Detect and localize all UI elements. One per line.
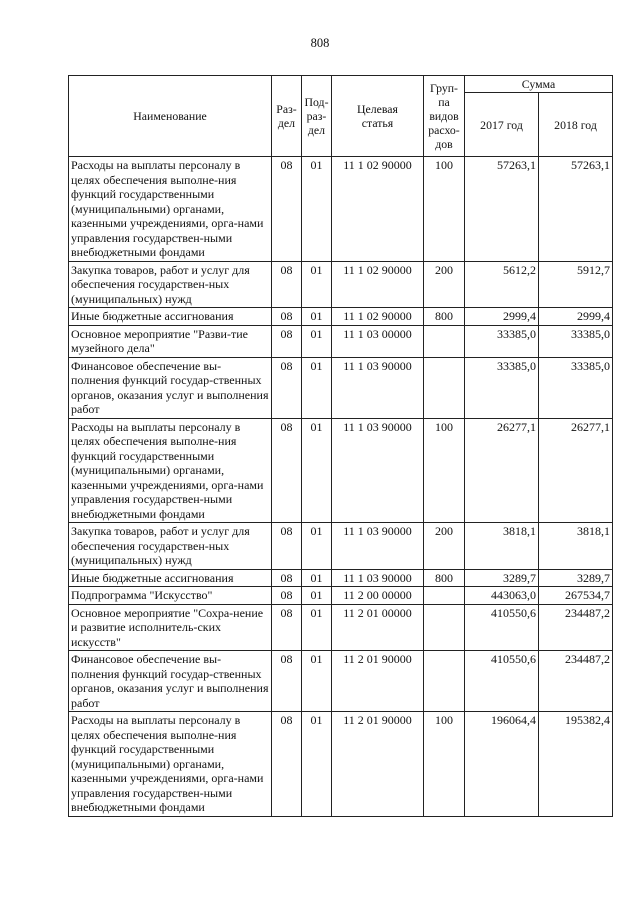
cell-name: Финансовое обеспечение вы-полнения функций государ-ственных органов, оказания услуг и выполнения работ <box>69 651 272 712</box>
table-body <box>69 157 613 817</box>
cell-group: 100 <box>424 157 465 262</box>
cell-subsection: 01 <box>302 587 332 605</box>
cell-section: 08 <box>272 261 302 308</box>
cell-subsection: 01 <box>302 523 332 570</box>
cell-group <box>424 604 465 651</box>
cell-target: 11 1 02 90000 <box>332 261 424 308</box>
cell-target: 11 2 00 00000 <box>332 587 424 605</box>
cell-subsection: 01 <box>302 418 332 523</box>
table-row <box>69 604 613 651</box>
cell-group <box>424 587 465 605</box>
cell-name: Расходы на выплаты персоналу в целях обеспечения выполне-ния функций государственными (муниципальными) органами, казенными учреждениями, орга-нами управления государствен-ными внебюджетными фондами <box>69 712 272 817</box>
cell-target: 11 1 02 90000 <box>332 308 424 326</box>
page-number: 808 <box>310 36 330 50</box>
cell-section: 08 <box>272 418 302 523</box>
cell-section: 08 <box>272 651 302 712</box>
table-row <box>69 157 613 262</box>
cell-target: 11 2 01 90000 <box>332 712 424 817</box>
cell-name: Основное мероприятие "Разви-тие музейного дела" <box>69 325 272 357</box>
cell-target: 11 1 03 90000 <box>332 357 424 418</box>
cell-sum-2018: 5912,7 <box>539 261 613 308</box>
cell-subsection: 01 <box>302 712 332 817</box>
cell-subsection: 01 <box>302 325 332 357</box>
cell-sum-2017: 3818,1 <box>465 523 539 570</box>
cell-group: 800 <box>424 569 465 587</box>
cell-sum-2018: 26277,1 <box>539 418 613 523</box>
cell-section: 08 <box>272 604 302 651</box>
cell-section: 08 <box>272 523 302 570</box>
cell-sum-2018: 195382,4 <box>539 712 613 817</box>
cell-sum-2017: 443063,0 <box>465 587 539 605</box>
cell-name: Иные бюджетные ассигнования <box>69 308 272 326</box>
cell-sum-2017: 57263,1 <box>465 157 539 262</box>
cell-name: Финансовое обеспечение вы-полнения функций государ-ственных органов, оказания услуг и выполнения работ <box>69 357 272 418</box>
cell-sum-2017: 2999,4 <box>465 308 539 326</box>
cell-sum-2017: 5612,2 <box>465 261 539 308</box>
header-sum: Сумма <box>465 76 613 93</box>
header-section: Раз- дел <box>272 76 302 157</box>
cell-sum-2018: 57263,1 <box>539 157 613 262</box>
cell-sum-2018: 2999,4 <box>539 308 613 326</box>
cell-section: 08 <box>272 569 302 587</box>
cell-target: 11 1 03 90000 <box>332 569 424 587</box>
cell-subsection: 01 <box>302 651 332 712</box>
cell-group <box>424 357 465 418</box>
cell-sum-2018: 3818,1 <box>539 523 613 570</box>
cell-group <box>424 325 465 357</box>
table-row <box>69 357 613 418</box>
cell-group: 100 <box>424 418 465 523</box>
cell-sum-2018: 234487,2 <box>539 604 613 651</box>
header-subsection: Под- раз- дел <box>302 76 332 157</box>
table-row <box>69 308 613 326</box>
cell-name: Закупка товаров, работ и услуг для обеспечения государствен-ных (муниципальных) нужд <box>69 523 272 570</box>
cell-name: Расходы на выплаты персоналу в целях обеспечения выполне-ния функций государственными (муниципальными) органами, казенными учреждениями, орга-нами управления государствен-ными внебюджетными фондами <box>69 418 272 523</box>
cell-name: Основное мероприятие "Сохра-нение и развитие исполнитель-ских искусств" <box>69 604 272 651</box>
table-row <box>69 569 613 587</box>
cell-group: 100 <box>424 712 465 817</box>
cell-section: 08 <box>272 357 302 418</box>
table-row <box>69 261 613 308</box>
cell-name: Иные бюджетные ассигнования <box>69 569 272 587</box>
cell-target: 11 1 02 90000 <box>332 157 424 262</box>
cell-group: 200 <box>424 523 465 570</box>
header-name: Наименование <box>69 76 272 157</box>
cell-name: Закупка товаров, работ и услуг для обеспечения государствен-ных (муниципальных) нужд <box>69 261 272 308</box>
cell-sum-2018: 267534,7 <box>539 587 613 605</box>
cell-sum-2018: 234487,2 <box>539 651 613 712</box>
header-year-2018: 2018 год <box>539 93 613 157</box>
cell-subsection: 01 <box>302 569 332 587</box>
cell-sum-2018: 3289,7 <box>539 569 613 587</box>
table-row <box>69 651 613 712</box>
cell-section: 08 <box>272 157 302 262</box>
header-target: Целевая статья <box>332 76 424 157</box>
cell-subsection: 01 <box>302 261 332 308</box>
table-header <box>69 76 613 157</box>
cell-section: 08 <box>272 712 302 817</box>
cell-section: 08 <box>272 587 302 605</box>
table-row <box>69 712 613 817</box>
cell-target: 11 1 03 00000 <box>332 325 424 357</box>
table-row <box>69 325 613 357</box>
cell-subsection: 01 <box>302 357 332 418</box>
cell-sum-2017: 26277,1 <box>465 418 539 523</box>
header-group: Груп- па видов расхо- дов <box>424 76 465 157</box>
cell-sum-2017: 33385,0 <box>465 357 539 418</box>
cell-section: 08 <box>272 308 302 326</box>
cell-section: 08 <box>272 325 302 357</box>
cell-name: Расходы на выплаты персоналу в целях обеспечения выполне-ния функций государственными (муниципальными) органами, казенными учреждениями, орга-нами управления государствен-ными внебюджетными фондами <box>69 157 272 262</box>
header-year-2017: 2017 год <box>465 93 539 157</box>
cell-sum-2017: 33385,0 <box>465 325 539 357</box>
cell-target: 11 2 01 00000 <box>332 604 424 651</box>
cell-group: 200 <box>424 261 465 308</box>
cell-sum-2017: 196064,4 <box>465 712 539 817</box>
cell-target: 11 2 01 90000 <box>332 651 424 712</box>
table-row <box>69 418 613 523</box>
cell-group: 800 <box>424 308 465 326</box>
cell-target: 11 1 03 90000 <box>332 418 424 523</box>
table-row <box>69 587 613 605</box>
cell-sum-2017: 410550,6 <box>465 604 539 651</box>
cell-subsection: 01 <box>302 308 332 326</box>
cell-group <box>424 651 465 712</box>
cell-subsection: 01 <box>302 157 332 262</box>
cell-sum-2018: 33385,0 <box>539 325 613 357</box>
cell-sum-2017: 3289,7 <box>465 569 539 587</box>
table-row <box>69 523 613 570</box>
cell-name: Подпрограмма "Искусство" <box>69 587 272 605</box>
budget-table <box>68 75 613 817</box>
cell-sum-2018: 33385,0 <box>539 357 613 418</box>
cell-sum-2017: 410550,6 <box>465 651 539 712</box>
cell-subsection: 01 <box>302 604 332 651</box>
cell-target: 11 1 03 90000 <box>332 523 424 570</box>
